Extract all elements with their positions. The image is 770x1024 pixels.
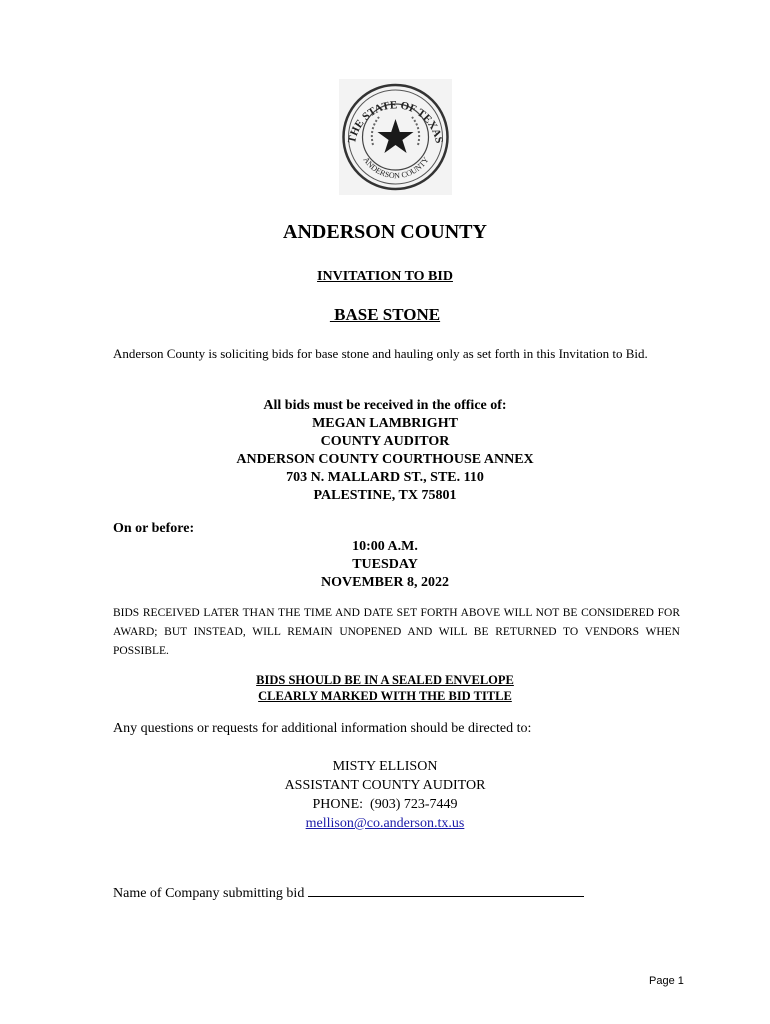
- auditor-name: MEGAN LAMBRIGHT: [312, 416, 458, 431]
- late-bids-warning: BIDS RECEIVED LATER THAN THE TIME AND DATE SET FORTH ABOVE WILL NOT BE CONSIDERED FOR AWARD; BUT INSTEAD, WILL REMAIN UNOPENED AND WILL BE RETURNED TO VENDORS WHEN POSSIBLE.: [113, 607, 680, 657]
- seal-graphic: [339, 79, 452, 195]
- county-seal: [339, 79, 452, 195]
- intro-paragraph: Anderson County is soliciting bids for base stone and hauling only as set forth in this Invitation to Bid.: [113, 346, 648, 361]
- deadline-label: On or before:: [113, 521, 195, 536]
- contact-name: MISTY ELLISON: [332, 759, 438, 774]
- deadline-date: NOVEMBER 8, 2022: [321, 575, 449, 590]
- seal-top-text: THE STATE OF TEXAS: [345, 99, 446, 145]
- seal-bottom-text: ANDERSON COUNTY: [361, 155, 431, 181]
- bid-title: BASE STONE: [329, 305, 441, 324]
- deadline-time: 10:00 A.M.: [352, 539, 418, 554]
- submission-line: All bids must be received in the office of:: [263, 398, 507, 413]
- county-title: ANDERSON COUNTY: [283, 221, 487, 243]
- sealed-line-1: BIDS SHOULD BE IN A SEALED ENVELOPE: [256, 673, 514, 687]
- company-name-field: [113, 882, 584, 902]
- contact-title: ASSISTANT COUNTY AUDITOR: [284, 778, 486, 793]
- questions-text: Any questions or requests for additional information should be directed to:: [113, 721, 532, 736]
- sealed-line-2: CLEARLY MARKED WITH THE BID TITLE: [258, 689, 512, 703]
- sealed-envelope-notice: [0, 672, 770, 704]
- invitation-heading: INVITATION TO BID: [317, 269, 453, 284]
- contact-email-link[interactable]: mellison@co.anderson.tx.us: [305, 816, 465, 831]
- street-address: 703 N. MALLARD ST., STE. 110: [286, 470, 484, 485]
- submission-address: [0, 397, 770, 505]
- deadline-day: TUESDAY: [352, 557, 418, 572]
- office-name: ANDERSON COUNTY COURTHOUSE ANNEX: [236, 452, 534, 467]
- auditor-title: COUNTY AUDITOR: [320, 434, 450, 449]
- company-label: Name of Company submitting bid: [113, 886, 308, 901]
- deadline-block: [0, 538, 770, 592]
- page-number: Page 1: [649, 975, 684, 987]
- city-state-zip: PALESTINE, TX 75801: [313, 488, 457, 503]
- company-blank-line[interactable]: [308, 882, 584, 897]
- contact-phone: PHONE: (903) 723-7449: [312, 797, 458, 812]
- contact-block: [0, 757, 770, 833]
